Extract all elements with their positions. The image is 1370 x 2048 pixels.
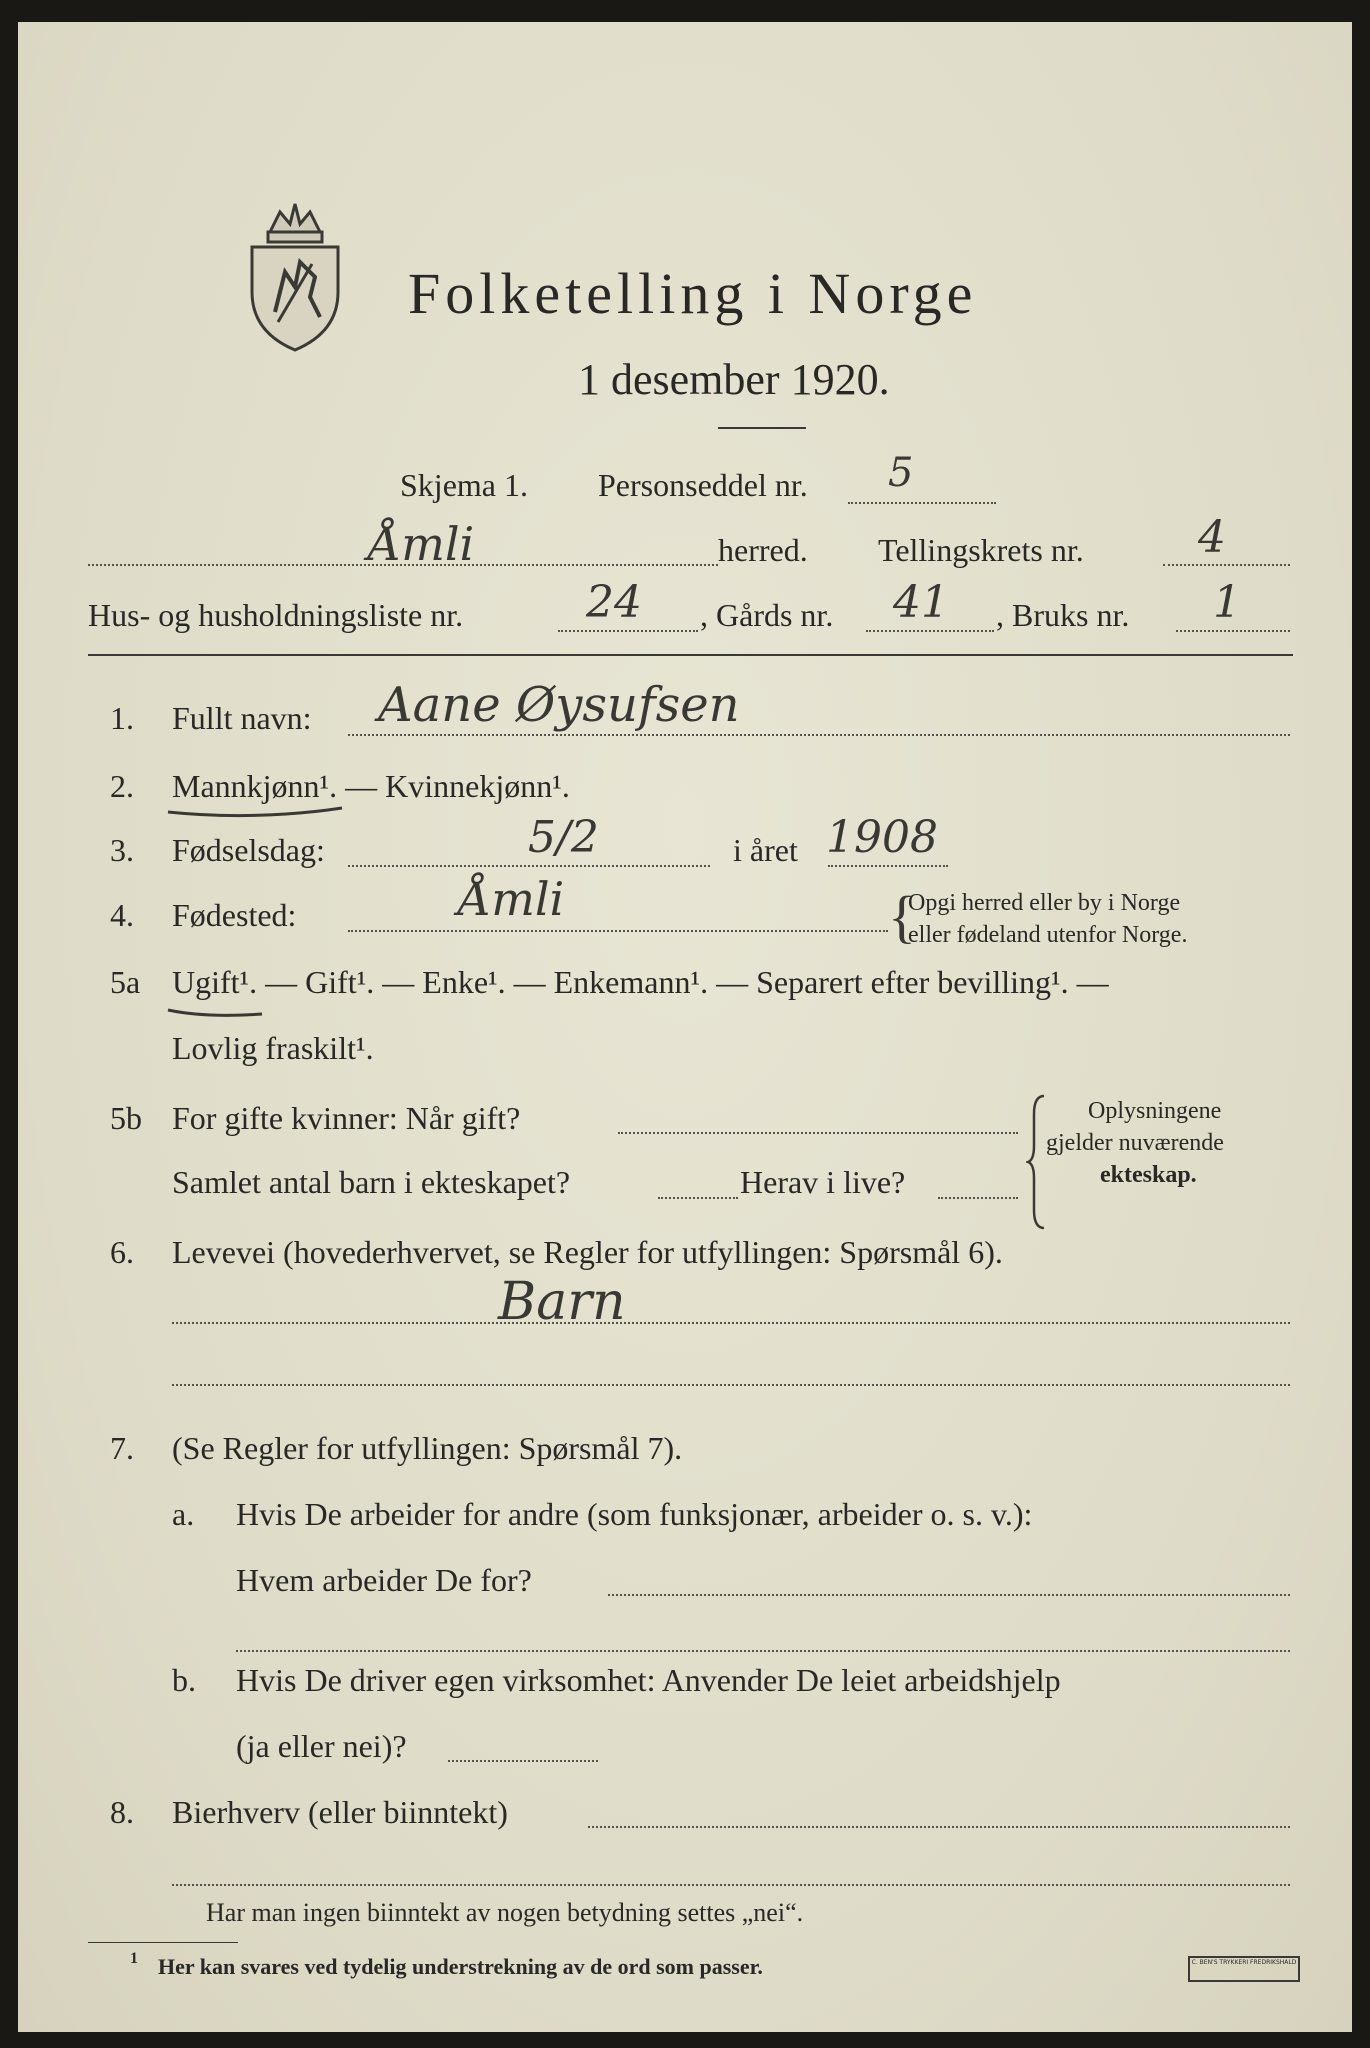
q4-note-line1: Opgi herred eller by i Norge <box>908 890 1181 916</box>
q3-birthday-value: 5/2 <box>528 812 599 863</box>
q1-number: 1. <box>110 700 134 736</box>
q7-label: (Se Regler for utfyllingen: Spørsmål 7). <box>172 1430 683 1466</box>
husholdningsliste-line <box>558 630 698 632</box>
q8-line2 <box>172 1884 1290 1886</box>
q3-year-line <box>828 865 948 867</box>
personseddel-value: 5 <box>888 450 914 496</box>
q4-birthplace-line <box>348 930 888 932</box>
q4-number: 4. <box>110 897 134 933</box>
herred-value: Åmli <box>368 517 475 571</box>
tellingskrets-label: Tellingskrets nr. <box>878 532 1084 568</box>
gards-value: 41 <box>893 577 949 628</box>
q2-gender-options: Mannkjønn¹. — Kvinnekjønn¹. <box>172 768 570 804</box>
q5a-number: 5a <box>110 964 141 1000</box>
footnote-mark: 1 <box>130 1950 138 1967</box>
q3-year-value: 1908 <box>826 812 938 863</box>
personseddel-line <box>848 502 996 504</box>
q5b-number: 5b <box>110 1100 142 1136</box>
q7-number: 7. <box>110 1430 134 1466</box>
skjema-label: Skjema 1. <box>400 467 528 503</box>
q1-line <box>348 734 1290 736</box>
q6-line2 <box>172 1384 1290 1386</box>
q5b-married-line <box>618 1132 1018 1134</box>
coat-of-arms-icon <box>240 192 350 352</box>
q5a-marital-options-cont: Lovlig fraskilt¹. <box>172 1030 374 1066</box>
q4-label: Fødested: <box>172 897 297 933</box>
q8-label: Bierhverv (eller biinntekt) <box>172 1794 508 1830</box>
q5b-note-line3: ekteskap. <box>1100 1162 1197 1188</box>
q7b-letter: b. <box>172 1662 196 1698</box>
personseddel-label: Personseddel nr. <box>598 467 808 503</box>
q8-number: 8. <box>110 1794 134 1830</box>
q4-note-brace: { <box>888 884 916 949</box>
q3-number: 3. <box>110 832 134 868</box>
q2-number: 2. <box>110 768 134 804</box>
title-divider <box>718 427 806 429</box>
q5b-alive-line <box>938 1197 1018 1199</box>
census-form-page <box>18 22 1352 2032</box>
q5b-note-brace <box>1026 1094 1048 1230</box>
q7a-employer-line <box>608 1594 1290 1596</box>
q5b-note-line2: gjelder nuværende <box>1046 1130 1224 1156</box>
q5b-alive-label: Herav i live? <box>740 1164 906 1200</box>
footnote-divider <box>88 1942 238 1943</box>
husholdningsliste-label: Hus- og husholdningsliste nr. <box>88 597 464 633</box>
header-divider <box>88 654 1293 656</box>
tellingskrets-line <box>1163 564 1290 566</box>
footnote-text: Her kan svares ved tydelig understrekning av de ord som passer. <box>158 1954 763 1979</box>
q7a-employer-label: Hvem arbeider De for? <box>236 1562 532 1598</box>
q3-label: Fødselsdag: <box>172 832 325 868</box>
ugift-underline-mark <box>166 1004 266 1022</box>
q6-occupation-value: Barn <box>498 1272 626 1332</box>
tellingskrets-value: 4 <box>1198 512 1226 563</box>
q1-label: Fullt navn: <box>172 700 312 736</box>
printer-stamp: C. BEN'S TRYKKERI FREDRIKSHALD <box>1188 1956 1300 1982</box>
q6-label: Levevei (hovederhvervet, se Regler for utfyllingen: Spørsmål 6). <box>172 1234 1003 1270</box>
bruks-line <box>1176 630 1290 632</box>
q5b-children-line <box>658 1197 738 1199</box>
q3-birthday-line <box>348 865 710 867</box>
q5b-married-label: For gifte kvinner: Når gift? <box>172 1100 521 1136</box>
q7b-question: Hvis De driver egen virksomhet: Anvender De leiet arbeidshjelp <box>236 1662 1061 1698</box>
bruks-label: , Bruks nr. <box>996 597 1130 633</box>
q5b-note-line1: Oplysningene <box>1088 1098 1222 1124</box>
q7a-question: Hvis De arbeider for andre (som funksjonær, arbeider o. s. v.): <box>236 1496 1033 1532</box>
q5a-marital-options: Ugift¹. — Gift¹. — Enke¹. — Enkemann¹. — Separert efter bevilling¹. — <box>172 964 1109 1000</box>
form-title: Folketelling i Norge <box>408 261 978 326</box>
q7b-line <box>448 1760 598 1762</box>
gards-line <box>866 630 994 632</box>
census-date: 1 desember 1920. <box>578 355 890 404</box>
q7b-yes-no-label: (ja eller nei)? <box>236 1728 407 1764</box>
q8-note: Har man ingen biinntekt av nogen betydning settes „nei“. <box>206 1898 804 1927</box>
husholdningsliste-value: 24 <box>586 577 642 628</box>
q7a-line2 <box>236 1650 1290 1652</box>
q7a-letter: a. <box>172 1496 195 1532</box>
q4-note-line2: eller fødeland utenfor Norge. <box>908 922 1188 948</box>
herred-label: herred. <box>718 532 808 568</box>
q6-number: 6. <box>110 1234 134 1270</box>
q6-line1 <box>172 1322 1290 1324</box>
mannkjonn-underline-mark <box>166 804 346 822</box>
q8-line1 <box>588 1826 1290 1828</box>
gards-label: , Gårds nr. <box>700 597 834 633</box>
q4-birthplace-value: Åmli <box>458 872 565 926</box>
bruks-value: 1 <box>1213 577 1241 628</box>
q5b-children-label: Samlet antal barn i ekteskapet? <box>172 1164 571 1200</box>
q3-year-label: i året <box>733 832 798 868</box>
q1-full-name-value: Aane Øysufsen <box>378 677 740 733</box>
